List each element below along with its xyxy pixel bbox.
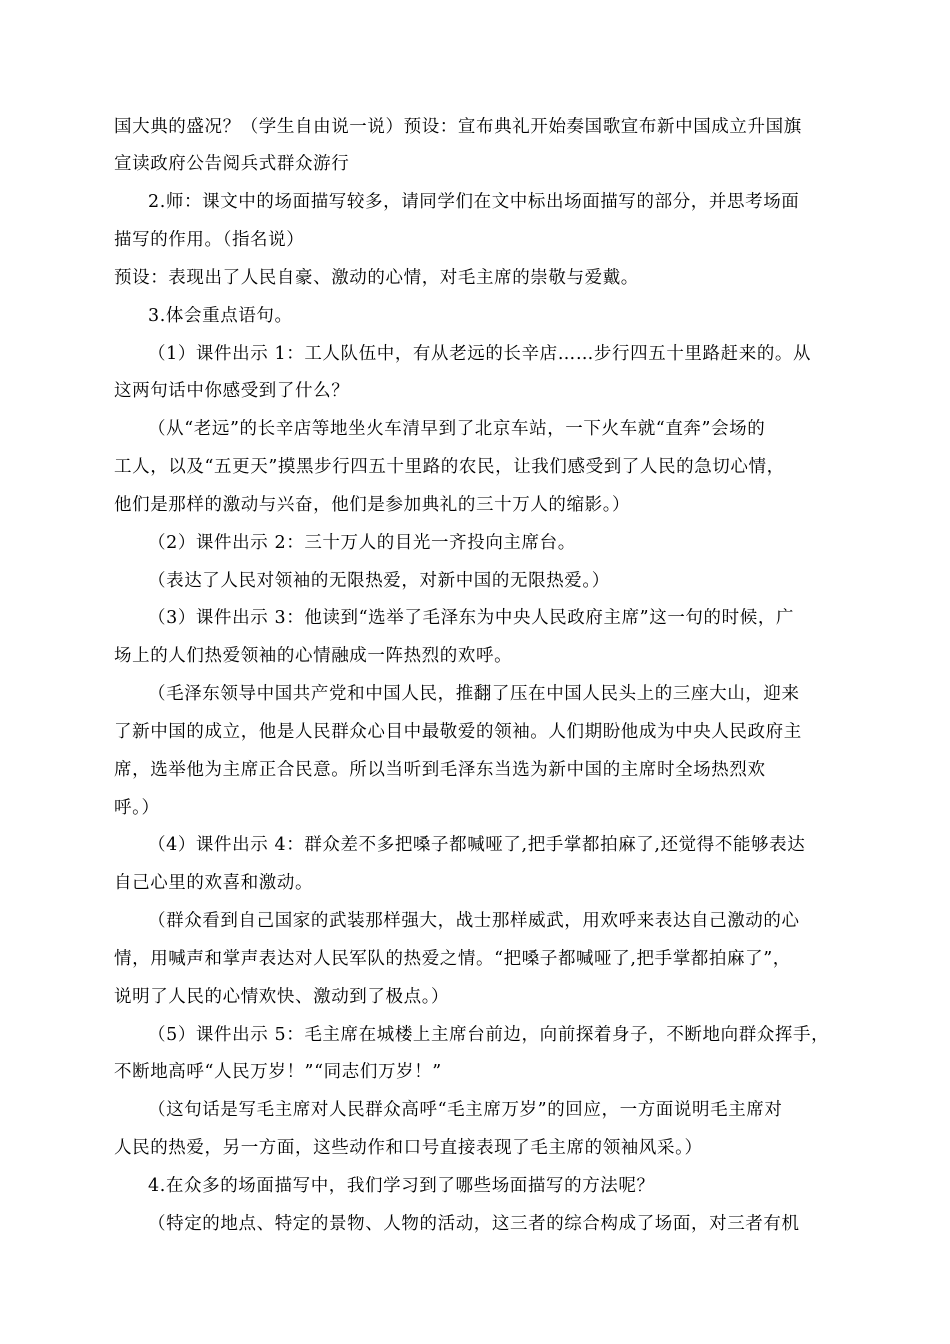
text-line: 了新中国的成立，他是人民群众心目中最敬爱的领袖。人们期盼他成为中央人民政府主: [114, 722, 802, 742]
text-line: 席，选举他为主席正合民意。所以当听到毛泽东当选为新中国的主席时全场热烈欢: [114, 760, 766, 780]
text-line: 国大典的盛况？（学生自由说一说）预设：宣布典礼开始奏国歌宣布新中国成立升国旗: [114, 117, 802, 137]
text-line: 人民的热爱，另一方面，这些动作和口号直接表现了毛主席的领袖风采。）: [114, 1138, 703, 1158]
text-line: （3）课件出示 3：他读到“选举了毛泽东为中央人民政府主席”这一句的时候，广: [148, 608, 795, 628]
text-line: （5）课件出示 5：毛主席在城楼上主席台前边，向前探着身子，不断地向群众挥手，: [148, 1025, 830, 1045]
text-line: 3.体会重点语句。: [148, 306, 293, 326]
text-line: 说明了人民的心情欢快、激动到了极点。）: [114, 987, 450, 1007]
text-line: 他们是那样的激动与兴奋，他们是参加典礼的三十万人的缩影。）: [114, 495, 631, 515]
text-line: 描写的作用。（指名说）: [114, 230, 305, 250]
text-line: （群众看到自己国家的武装那样强大，战士那样威武，用欢呼来表达自己激动的心: [148, 911, 800, 931]
text-line: 2.师：课文中的场面描写较多，请同学们在文中标出场面描写的部分，并思考场面: [148, 192, 800, 212]
text-line: （从“老远”的长辛店等地坐火车清早到了北京车站，一下火车就“直奔”会场的: [148, 419, 766, 439]
text-line: 自己心里的欢喜和激动。: [114, 873, 314, 893]
text-line: 工人，以及“五更天”摸黑步行四五十里路的农民，让我们感受到了人民的急切心情，: [114, 457, 785, 477]
text-line: （1）课件出示 1：工人队伍中，有从老远的长辛店……步行四五十里路赶来的。从: [148, 344, 812, 364]
text-line: 这两句话中你感受到了什么？: [114, 381, 350, 401]
text-line: 情，用喊声和掌声表达对人民军队的热爱之情。“把嗓子都喊哑了,把手掌都拍麻了”，: [114, 949, 791, 969]
text-line: 宣读政府公告阅兵式群众游行: [114, 154, 350, 174]
text-line: （2）课件出示 2：三十万人的目光一齐投向主席台。: [148, 533, 576, 553]
text-line: 4.在众多的场面描写中，我们学习到了哪些场面描写的方法呢？: [148, 1176, 655, 1196]
text-line: （4）课件出示 4：群众差不多把嗓子都喊哑了,把手掌都拍麻了,还觉得不能够表达: [148, 835, 806, 855]
text-line: （这句话是写毛主席对人民群众高呼“毛主席万岁”的回应，一方面说明毛主席对: [148, 1100, 783, 1120]
text-line: （特定的地点、特定的景物、人物的活动，这三者的综合构成了场面，对三者有机: [148, 1214, 800, 1234]
text-line: 呼。）: [114, 798, 160, 818]
text-line: （表达了人民对领袖的无限热爱，对新中国的无限热爱。）: [148, 571, 610, 591]
text-line: 场上的人们热爱领袖的心情融成一阵热烈的欢呼。: [114, 646, 513, 666]
text-line: 预设：表现出了人民自豪、激动的心情，对毛主席的崇敬与爱戴。: [114, 268, 639, 288]
text-line: 不断地高呼“人民万岁！”“同志们万岁！”: [114, 1062, 442, 1082]
text-line: （毛泽东领导中国共产党和中国人民，推翻了压在中国人民头上的三座大山，迎来: [148, 684, 800, 704]
